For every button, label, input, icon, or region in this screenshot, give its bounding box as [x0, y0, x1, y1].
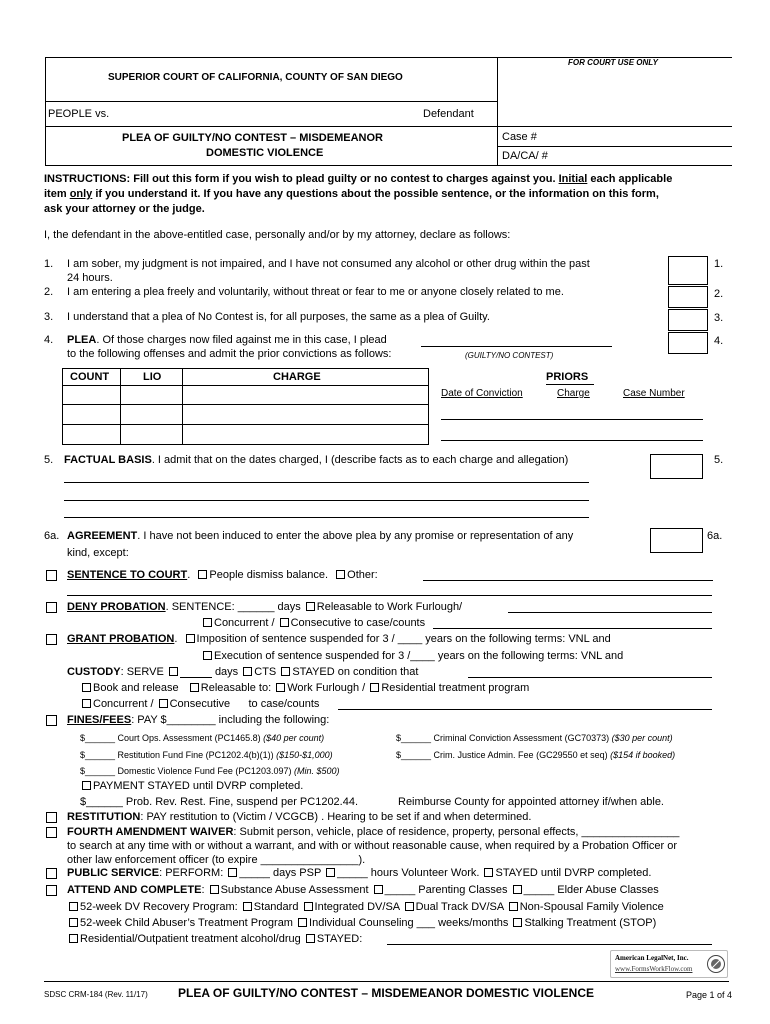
residential-label: Residential treatment program [381, 682, 530, 694]
priors-case-header: Case Number [623, 388, 685, 399]
header-top-rule [45, 57, 732, 58]
work-furlough-checkbox[interactable] [276, 683, 285, 692]
serve-checkbox[interactable] [169, 667, 178, 676]
payment-stayed-row [80, 780, 303, 792]
other-line[interactable] [423, 580, 713, 581]
dismiss-checkbox[interactable] [198, 570, 207, 579]
charges-col-rule-1 [120, 368, 121, 445]
prob-rev-fine: $______ Prob. Rev. Rest. Fine, suspend per PC1202.44. [80, 796, 359, 808]
stayed-label: STAYED: [316, 933, 363, 945]
item-6a-number: 6a. [44, 530, 60, 542]
priors-line-1[interactable] [441, 419, 703, 420]
header-rule-3 [497, 146, 732, 147]
fines-label: FINES/FEES [67, 714, 132, 726]
stayed-condition-checkbox[interactable] [281, 667, 290, 676]
ps-stayed-label: STAYED until DVRP completed. [495, 867, 652, 879]
agreement-text: . I have not been induced to enter the above plea by any promise or representation of any [137, 530, 574, 542]
priors-line-2[interactable] [441, 440, 703, 441]
public-service-label: PUBLIC SERVICE [67, 867, 160, 879]
sentence-to-court-checkbox[interactable] [46, 570, 57, 581]
fines-pay: : PAY $________ including the following: [131, 714, 330, 726]
deny-probation-row [67, 601, 462, 613]
reimburse-county: Reimburse County for appointed attorney if/when able. [398, 796, 664, 808]
child-abuser-checkbox[interactable] [69, 918, 78, 927]
fourth-amendment-label: FOURTH AMENDMENT WAIVER [67, 826, 234, 838]
deny-probation-rest: . SENTENCE: ______ days [165, 601, 301, 613]
concurrent-row [201, 617, 425, 629]
charges-row-rule-2 [62, 404, 429, 405]
item-2-number: 2. [44, 286, 54, 298]
court-use-label: FOR COURT USE ONLY [568, 58, 658, 67]
volunteer-hours-label: _____ hours Volunteer Work. [337, 867, 480, 879]
item-3-initial-box[interactable] [668, 309, 708, 331]
header-rule-2 [45, 126, 732, 127]
imposition-label: Imposition of sentence suspended for 3 / ____ years on the following terms: VNL and [196, 633, 611, 645]
parenting-label: _____ Parenting Classes [384, 884, 508, 896]
consecutive-checkbox[interactable] [280, 618, 289, 627]
sentence-to-court-label: SENTENCE TO COURT [67, 569, 188, 581]
substance-abuse-label: Substance Abuse Assessment [220, 884, 369, 896]
restitution-fund-label: $______ Restitution Fund Fine (PC1202.4(b)(1)) [80, 750, 274, 760]
attend-complete-label: ATTEND AND COMPLETE [67, 884, 202, 896]
residential-checkbox[interactable] [370, 683, 379, 692]
charge-header: CHARGE [273, 371, 321, 383]
sentence-dot: . [187, 569, 191, 581]
lio-header: LIO [143, 371, 162, 383]
item-5-initial-box[interactable] [650, 454, 703, 479]
integrated-label: Integrated DV/SA [314, 901, 400, 913]
stayed-checkbox[interactable] [306, 934, 315, 943]
serve-days-blank[interactable] [180, 667, 212, 678]
item-4-initial-box[interactable] [668, 332, 708, 354]
form-title-line1: PLEA OF GUILTY/NO CONTEST – MISDEMEANOR [122, 132, 383, 144]
individual-counseling-checkbox[interactable] [298, 918, 307, 927]
stalking-label: Stalking Treatment (STOP) [524, 917, 657, 929]
stayed-line[interactable] [387, 944, 712, 945]
consecutive-line[interactable] [433, 628, 712, 629]
stalking-checkbox[interactable] [513, 918, 522, 927]
serve-days-label: days [214, 666, 239, 678]
publisher-logo-icon [706, 954, 726, 974]
substance-abuse-checkbox[interactable] [210, 885, 219, 894]
fourth-amendment-checkbox[interactable] [46, 827, 57, 838]
consecutive2-label: Consecutive [169, 698, 231, 710]
factual-basis-text: . I admit that on the dates charged, I (describe facts as to each charge and allegation) [151, 454, 569, 466]
item-6a-text [67, 530, 573, 542]
releasable-label: Releasable to Work Furlough/ [316, 601, 463, 613]
work-furlough-label: Work Furlough / [287, 682, 366, 694]
item-3-number: 3. [44, 311, 54, 323]
stayed-condition-line[interactable] [468, 677, 712, 678]
item-4-right-number: 4. [714, 335, 724, 347]
criminal-conviction-note: ($30 per count) [611, 733, 673, 743]
priors-charge-header: Charge [557, 388, 590, 399]
criminal-conviction-label: $______ Criminal Conviction Assessment (GC70373) [396, 733, 610, 743]
grant-probation-checkbox[interactable] [46, 634, 57, 645]
fourth-amendment-text-3: other law enforcement officer (to expire ________________). [67, 854, 366, 866]
sentence-line-2[interactable] [67, 595, 712, 596]
dual-track-checkbox[interactable] [405, 902, 414, 911]
concurrent-checkbox[interactable] [203, 618, 212, 627]
fourth-amendment-text: : Submit person, vehicle, place of residence, property, personal effects, ________________ [233, 826, 680, 838]
item-1-initial-box[interactable] [668, 256, 708, 285]
fourth-amendment-row [67, 826, 679, 838]
instructions-line1 [44, 173, 672, 185]
footer-rule [44, 981, 729, 982]
header-bottom-rule [45, 165, 732, 166]
releasable-line[interactable] [508, 612, 712, 613]
cts-checkbox[interactable] [243, 667, 252, 676]
priors-title-underline [546, 384, 594, 385]
custody-label: CUSTODY [67, 666, 121, 678]
publisher-name: American LegalNet, Inc. [615, 954, 689, 962]
item-3-right-number: 3. [714, 312, 724, 324]
ops-label: $______ Court Ops. Assessment (PC1465.8) [80, 733, 261, 743]
fourth-amendment-text-2: to search at any time with or without a warrant, and with or without reasonable cause, when required by a Probation Officer or [67, 840, 678, 852]
releasable2-label: Releasable to: [200, 682, 272, 694]
grant-dot: . [174, 633, 178, 645]
grant-probation-row [67, 633, 611, 645]
custody-row [67, 666, 418, 678]
fines-checkbox[interactable] [46, 715, 57, 726]
case-number-label: Case # [502, 131, 537, 143]
payment-stayed-checkbox[interactable] [82, 781, 91, 790]
execution-row [201, 650, 623, 662]
agreement-label: AGREEMENT [67, 530, 138, 542]
residential-outpatient-checkbox[interactable] [69, 934, 78, 943]
dv-fund-label: $______ Domestic Violence Fund Fee (PC1203.097) [80, 766, 292, 776]
dv-program-label: 52-week DV Recovery Program: [80, 901, 238, 913]
dv-program-row [67, 901, 664, 913]
public-service-row [67, 867, 651, 879]
attend-complete-checkbox[interactable] [46, 885, 57, 896]
header-left-rule [45, 57, 46, 165]
court-name: SUPERIOR COURT OF CALIFORNIA, COUNTY OF SAN DIEGO [108, 72, 403, 83]
restitution-checkbox[interactable] [46, 812, 57, 823]
header-mid-rule [497, 57, 498, 165]
admin-fee [396, 750, 675, 760]
child-abuser-row [67, 917, 656, 929]
instructions-only: only [69, 188, 93, 200]
charges-row-rule-1 [62, 385, 429, 386]
public-service-checkbox[interactable] [46, 868, 57, 879]
admin-fee-note: ($154 if booked) [610, 750, 676, 760]
child-abuser-label: 52-week Child Abuser’s Treatment Program [80, 917, 293, 929]
factual-line-2[interactable] [64, 500, 589, 501]
ops-assessment [80, 733, 324, 743]
elder-abuse-label: _____ Elder Abuse Classes [523, 884, 659, 896]
custody-serve: : SERVE [120, 666, 164, 678]
restitution-row [67, 811, 531, 823]
parenting-checkbox[interactable] [374, 885, 383, 894]
psp-days-label: _____ days PSP [239, 867, 322, 879]
releasable2-checkbox[interactable] [190, 683, 199, 692]
instructions-lead: INSTRUCTIONS: Fill out this form if you wish to plead guilty or no contest to charges against you. [44, 173, 559, 185]
standard-label: Standard [253, 901, 299, 913]
concurrent2-label: Concurrent / [93, 698, 154, 710]
dv-fund-note: (Min. $500) [293, 766, 340, 776]
people-vs-label: PEOPLE vs. [48, 108, 110, 120]
item-5-right-number: 5. [714, 454, 724, 466]
plea-label: PLEA [67, 334, 97, 346]
item-2-right-number: 2. [714, 288, 724, 300]
releasable-checkbox[interactable] [306, 602, 315, 611]
other-checkbox[interactable] [336, 570, 345, 579]
admin-fee-label: $______ Crim. Justice Admin. Fee (GC29550 et seq) [396, 750, 608, 760]
item-6a-initial-box[interactable] [650, 528, 703, 553]
declaration-text: I, the defendant in the above-entitled case, personally and/or by my attorney, declare as follows: [44, 229, 511, 241]
item-5-text [64, 454, 568, 466]
criminal-conviction-assessment [396, 733, 673, 743]
da-number-label: DA/CA/ # [502, 150, 548, 162]
deny-probation-checkbox[interactable] [46, 602, 57, 613]
execution-checkbox[interactable] [203, 651, 212, 660]
instructions-line3: ask your attorney or the judge. [44, 203, 205, 215]
item-4-number: 4. [44, 334, 54, 346]
header-rule-1 [45, 101, 497, 102]
defendant-label: Defendant [423, 108, 474, 120]
charges-table [62, 368, 429, 445]
factual-line-1[interactable] [64, 482, 589, 483]
sentence-to-court-row [67, 569, 378, 581]
item-1-right-number: 1. [714, 258, 724, 270]
charges-col-rule-2 [182, 368, 183, 445]
plea-text: . Of those charges now filed against me in this case, I plead [96, 334, 387, 346]
attend-colon: : [201, 884, 205, 896]
item-6a-right-number: 6a. [707, 530, 723, 542]
restitution-fund-fine [80, 750, 333, 760]
restitution-label: RESTITUTION [67, 811, 141, 823]
plea-blank[interactable] [421, 346, 612, 347]
other-label: Other: [347, 569, 378, 581]
charges-row-rule-3 [62, 424, 429, 425]
fines-row [67, 714, 329, 726]
concurrent2-row [80, 698, 319, 710]
item-4-text [67, 334, 387, 346]
dual-track-label: Dual Track DV/SA [415, 901, 504, 913]
plea-subcaption: (GUILTY/NO CONTEST) [465, 351, 554, 360]
concurrent2-checkbox[interactable] [82, 699, 91, 708]
to-case-line[interactable] [338, 709, 712, 710]
book-release-row [80, 682, 529, 694]
footer-title: PLEA OF GUILTY/NO CONTEST – MISDEMEANOR DOMESTIC VIOLENCE [178, 986, 595, 1000]
volunteer-checkbox[interactable] [326, 868, 335, 877]
book-release-checkbox[interactable] [82, 683, 91, 692]
form-number: SDSC CRM-184 (Rev. 11/17) [44, 990, 148, 999]
residential-outpatient-row [67, 933, 362, 945]
instructions-l2-rest: if you understand it. If you have any questions about the possible sentence, or the information on this form, [92, 188, 659, 200]
individual-counseling-label: Individual Counseling ___ weeks/months [309, 917, 509, 929]
count-header: COUNT [70, 371, 110, 383]
attend-complete-row [67, 884, 659, 896]
priors-title: PRIORS [546, 371, 589, 383]
item-4-text-cont: to the following offenses and admit the prior convictions as follows: [67, 348, 392, 360]
public-service-perform: : PERFORM: [159, 867, 224, 879]
item-3-text: I understand that a plea of No Contest is, for all purposes, the same as a plea of Guilty. [67, 311, 490, 323]
non-spousal-checkbox[interactable] [509, 902, 518, 911]
publisher-badge [610, 950, 728, 978]
psp-checkbox[interactable] [228, 868, 237, 877]
integrated-checkbox[interactable] [304, 902, 313, 911]
deny-probation-label: DENY PROBATION [67, 601, 166, 613]
factual-basis-label: FACTUAL BASIS [64, 454, 152, 466]
factual-line-3[interactable] [64, 517, 589, 518]
publisher-url: www.FormsWorkFlow.com [615, 965, 693, 973]
item-1-text-cont: 24 hours. [67, 272, 113, 284]
dv-program-checkbox[interactable] [69, 902, 78, 911]
item-6a-text-cont: kind, except: [67, 547, 129, 559]
page-number: Page 1 of 4 [686, 990, 733, 1000]
form-title-line2: DOMESTIC VIOLENCE [206, 147, 324, 159]
elder-abuse-checkbox[interactable] [513, 885, 522, 894]
priors-date-header: Date of Conviction [441, 388, 523, 399]
item-2-text: I am entering a plea freely and voluntarily, without threat or fear to me or anyone closely related to me. [67, 286, 564, 298]
imposition-checkbox[interactable] [186, 634, 195, 643]
standard-checkbox[interactable] [243, 902, 252, 911]
consecutive2-checkbox[interactable] [159, 699, 168, 708]
item-5-number: 5. [44, 454, 54, 466]
restitution-fund-note: ($150-$1,000) [276, 750, 333, 760]
instructions-line2 [44, 188, 659, 200]
cts-label: CTS [254, 666, 277, 678]
item-2-initial-box[interactable] [668, 286, 708, 308]
item-1-number: 1. [44, 258, 54, 270]
instructions-l2-pre: item [44, 188, 70, 200]
grant-probation-label: GRANT PROBATION [67, 633, 175, 645]
non-spousal-label: Non-Spousal Family Violence [519, 901, 664, 913]
ops-note: ($40 per count) [263, 733, 325, 743]
item-1-text: I am sober, my judgment is not impaired, and I have not consumed any alcohol or other drug within the past [67, 258, 590, 270]
consecutive-label: Consecutive to case/counts [290, 617, 426, 629]
concurrent-label: Concurrent / [214, 617, 275, 629]
dismiss-label: People dismiss balance. [209, 569, 329, 581]
book-release-label: Book and release [93, 682, 179, 694]
instructions-initial: Initial [558, 173, 588, 185]
residential-outpatient-label: Residential/Outpatient treatment alcohol/drug [80, 933, 301, 945]
restitution-text: : PAY restitution to (Victim / VCGCB) . Hearing to be set if and when determined. [140, 811, 532, 823]
stayed-condition-label: STAYED on condition that [292, 666, 419, 678]
to-case-label: to case/counts [248, 698, 320, 710]
dv-fund-fee [80, 766, 340, 776]
instructions-l1-rest: each applicable [587, 173, 673, 185]
payment-stayed-label: PAYMENT STAYED until DVRP completed. [93, 780, 304, 792]
ps-stayed-checkbox[interactable] [484, 868, 493, 877]
execution-label: Execution of sentence suspended for 3 /____ years on the following terms: VNL and [214, 650, 624, 662]
